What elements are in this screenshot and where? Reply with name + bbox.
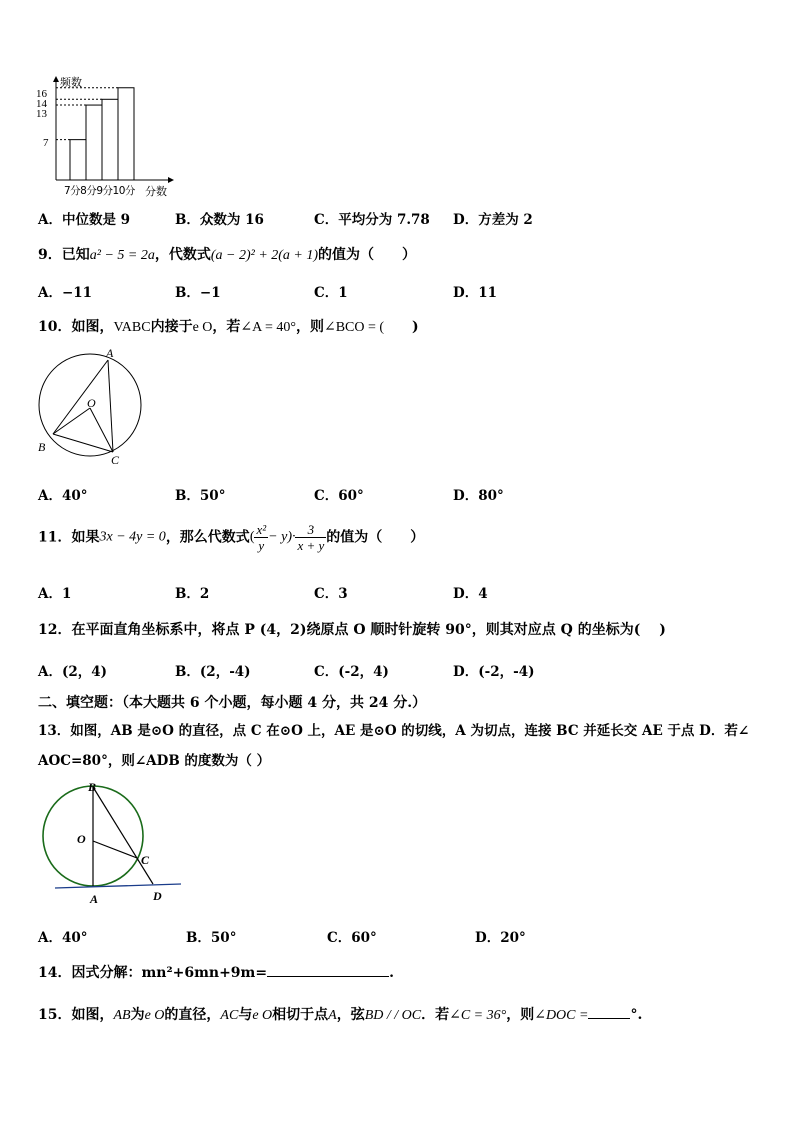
section-2-heading: 二、填空题：（本大题共 6 个小题，每小题 4 分，共 24 分.） xyxy=(38,695,427,711)
q13-label-b: B xyxy=(88,780,97,794)
histogram-x-label: 分数 xyxy=(145,185,167,198)
q13-tangent-line xyxy=(55,884,181,888)
q13-option-b: B．50° xyxy=(186,930,237,946)
q10-option-b: B．50° xyxy=(175,488,226,504)
q11-option-a: A．1 xyxy=(38,586,72,602)
q10-label-b: B xyxy=(38,440,46,454)
histogram-bar-8分 xyxy=(86,105,102,180)
score-histogram xyxy=(30,72,190,200)
q11-fraction-1: $\frac{\text{x²}}{y}$ xyxy=(256,522,267,553)
q10-segment-ob xyxy=(53,408,90,434)
q13-line-bd xyxy=(93,787,153,884)
q9-option-b: B．−1 xyxy=(175,285,221,301)
q14-answer-blank[interactable] xyxy=(267,962,389,977)
histogram-bar-7分 xyxy=(70,140,86,180)
q8-option-a: A．中位数是 9 xyxy=(38,212,131,228)
histogram-tick-13: 13 xyxy=(36,108,47,120)
q10-side-ac xyxy=(108,360,113,452)
question-10: 10．如图，VABC内接于e O，若∠A = 40°，则∠BCO = ( ) xyxy=(38,319,419,335)
q13-label-o: O xyxy=(77,832,86,846)
q10-label-o: O xyxy=(87,396,96,410)
histogram-tick-16: 16 xyxy=(36,88,47,100)
q13-option-c: C．60° xyxy=(327,930,377,946)
q10-label-a: A xyxy=(106,346,114,360)
q12-option-d: D．(-2，-4) xyxy=(453,664,535,680)
q13-segment-oc xyxy=(93,841,137,858)
q10-side-ab xyxy=(53,360,108,434)
q13-label-a: A xyxy=(90,892,99,906)
q9-option-d: D．11 xyxy=(453,285,497,301)
q13-label-c: C xyxy=(141,853,150,867)
q10-option-a: A．40° xyxy=(38,488,88,504)
histogram-x-ticks: 7分8分9分10分 xyxy=(64,185,135,197)
q10-segment-oc xyxy=(90,408,113,452)
q8-option-b: B．众数为 16 xyxy=(175,212,264,228)
histogram-y-label: 频数 xyxy=(60,76,82,89)
q9-option-c: C．1 xyxy=(314,285,348,301)
q13-label-d: D xyxy=(153,889,162,903)
question-11: 11．如果3x − 4y = 0，那么代数式( $\frac{\text{x²}}{y}$ − y)· $\frac{3}{x + y}$ 的值为（ ） xyxy=(38,522,425,553)
histogram-x-arrow xyxy=(168,177,174,183)
q12-option-c: C．(-2，4) xyxy=(314,664,389,680)
q12-option-a: A．(2，4) xyxy=(38,664,108,680)
histogram-y-arrow xyxy=(53,76,59,82)
q10-side-bc xyxy=(53,434,113,452)
histogram-bar-9分 xyxy=(102,99,118,180)
q13-circle-figure xyxy=(35,778,185,893)
q10-option-d: D．80° xyxy=(453,488,504,504)
question-13-line-2: AOC=80°，则∠ADB 的度数为（ ） xyxy=(38,753,271,769)
question-9: 9．已知a² − 5 = 2a，代数式(a − 2)² + 2(a + 1)的值为（ ） xyxy=(38,247,417,263)
question-12: 12．在平面直角坐标系中，将点 P (4，2)绕原点 O 顺时针旋转 90°，则其对应点 Q 的坐标为( ) xyxy=(38,622,666,638)
histogram-tick-14: 14 xyxy=(36,98,47,110)
question-15: 15．如图，AB为e O的直径，AC与e O相切于点A，弦BD / / OC．若∠C = 36°，则∠DOC = °. xyxy=(38,1004,642,1024)
q11-option-c: C．3 xyxy=(314,586,348,602)
q8-option-c: C．平均分为 7.78 xyxy=(314,212,430,228)
histogram-bar-10分 xyxy=(118,88,134,180)
q10-label-c: C xyxy=(111,453,120,467)
q13-option-d: D．20° xyxy=(475,930,526,946)
q15-answer-blank[interactable] xyxy=(588,1004,630,1019)
q13-option-a: A．40° xyxy=(38,930,88,946)
q11-fraction-2: $\frac{3}{x + y}$ xyxy=(297,522,325,553)
q10-option-c: C．60° xyxy=(314,488,364,504)
q11-option-d: D．4 xyxy=(453,586,488,602)
histogram-tick-7: 7 xyxy=(43,137,49,149)
question-14: 14．因式分解：mn²+6mn+9m= . xyxy=(38,962,394,982)
q11-option-b: B．2 xyxy=(175,586,210,602)
q12-option-b: B．(2，-4) xyxy=(175,664,251,680)
q9-option-a: A．−11 xyxy=(38,285,93,301)
q8-option-d: D．方差为 2 xyxy=(453,212,533,228)
question-13-line-1: 13．如图，AB 是⊙O 的直径，点 C 在⊙O 上，AE 是⊙O 的切线，A 为切点，连接 BC 并延长交 AE 于点 D．若∠ xyxy=(38,723,750,739)
